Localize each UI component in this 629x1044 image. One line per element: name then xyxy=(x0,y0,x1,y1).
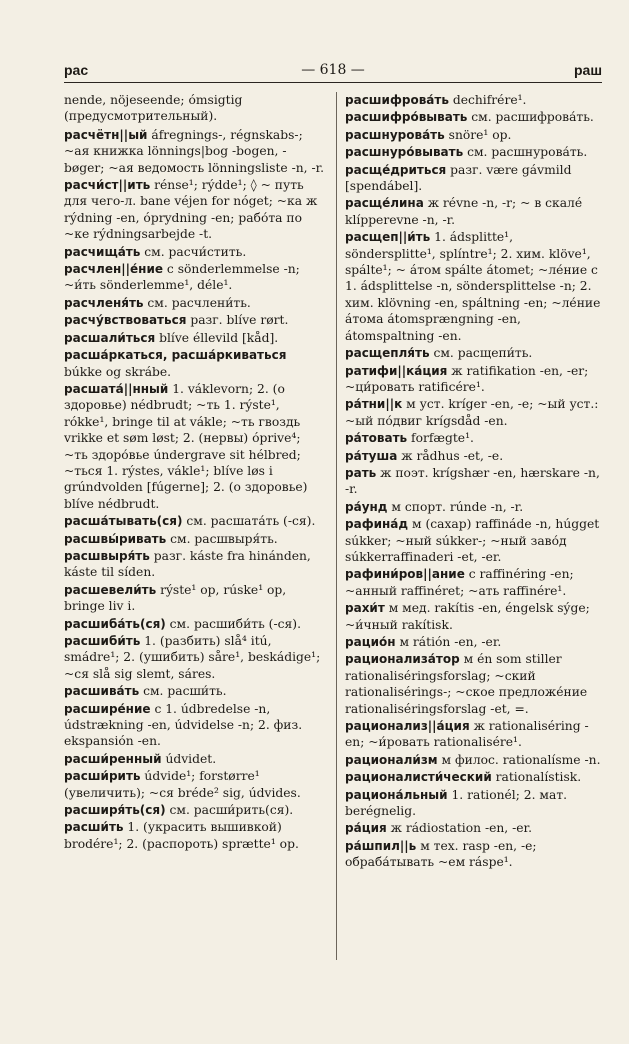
entry-definition: м мед. rakítis -en, éngelsk sýge; ~и́чный rakítisk. xyxy=(345,601,590,632)
dictionary-entry xyxy=(345,396,607,429)
dictionary-entry xyxy=(345,634,607,650)
dictionary-entry xyxy=(64,330,326,346)
entry-definition: разг. blíve rørt. xyxy=(186,313,289,328)
entry-definition: ж révne -n, -r; ~ в скалé klípperevne -n, -r. xyxy=(345,196,583,227)
entry-definition: blíve éllevild [kåd]. xyxy=(155,330,279,345)
dictionary-entry xyxy=(345,144,607,160)
dictionary-entry xyxy=(64,582,326,615)
dictionary-entry xyxy=(64,701,326,750)
dictionary-entry xyxy=(345,127,607,143)
entry-headword: рацио́н xyxy=(345,635,396,649)
entry-headword: расши́ренный xyxy=(64,751,162,766)
dictionary-entry xyxy=(64,513,326,529)
dictionary-entry xyxy=(64,531,326,547)
dictionary-entry xyxy=(345,229,607,344)
entry-definition: м rátión -en, -er. xyxy=(395,635,502,649)
dictionary-entry xyxy=(345,752,607,768)
entry-headword: ра́шпил||ь xyxy=(345,838,417,853)
entry-headword: расшевели́ть xyxy=(64,582,157,597)
entry-definition: údvide¹; forstørre¹ (увеличить); ~ся bréde² sig, údvides. xyxy=(64,769,301,800)
entry-definition: с sönderlemmelse -n; ~и́ть sönderlemme¹, déle¹. xyxy=(64,262,300,293)
entry-headword: рациона́льный xyxy=(345,787,448,802)
entry-headword: расшвы́ривать xyxy=(64,531,167,546)
entry-definition: м тех. rasp -en, -e; обраба́тывать ~ем ráspe¹. xyxy=(345,838,537,870)
dictionary-entry xyxy=(345,838,607,871)
dictionary-entry xyxy=(64,751,326,767)
dictionary-entry xyxy=(64,261,326,294)
entry-definition: м (сахар) raffináde -n, húgget súkker; ~ный súkker-; ~ный заво́д súkkerraffinaderi -et, -er. xyxy=(345,517,600,564)
dictionary-entry xyxy=(64,683,326,699)
entry-definition: údvidet. xyxy=(161,751,217,766)
column-divider xyxy=(336,92,337,960)
entry-headword: рационали́зм xyxy=(345,752,438,767)
dictionary-entry xyxy=(64,616,326,632)
dictionary-entry xyxy=(64,295,326,311)
entry-definition: разг. káste fra hinánden, káste til síden. xyxy=(64,548,311,580)
dictionary-entry xyxy=(64,177,326,243)
dictionary-entry xyxy=(345,566,607,599)
entry-headword: расчища́ть xyxy=(64,244,141,259)
entry-definition: м филос. rationalísme -n. xyxy=(437,752,601,767)
entry-definition: búkke og skrábe. xyxy=(64,364,172,379)
dictionary-entry xyxy=(64,381,326,512)
dictionary-entry xyxy=(345,820,607,836)
entry-headword: ра́ция xyxy=(345,821,387,836)
entry-headword: расша́ркаться, расша́ркиваться xyxy=(64,348,287,363)
entry-definition: rénse¹; rýdde¹; ◊ ~ путь для чего-л. bane véjen for nóget; ~ка ж rýdning -en, óprydning -en; рабо́та по ~ке rýdningsarbejde -t. xyxy=(64,178,318,242)
dictionary-entry xyxy=(64,92,326,125)
entry-definition: см. расщепи́ть. xyxy=(429,346,533,361)
entry-definition: 1. (разбить) slå⁴ itú, smádre¹; 2. (ушибить) såre¹, beskádige¹; ~ся slå sig slemt, sáres. xyxy=(64,634,321,681)
dictionary-entry xyxy=(345,363,607,396)
dictionary-entry xyxy=(345,345,607,361)
entry-headword: расчу́вствоваться xyxy=(64,313,187,328)
entry-definition: см. расшнурова́ть. xyxy=(463,145,588,160)
entry-definition: разг. være gávmild [spendábel]. xyxy=(345,162,572,194)
entry-headword: расшнуро́вывать xyxy=(345,145,464,160)
dictionary-entry xyxy=(345,162,607,195)
entry-headword: расщепля́ть xyxy=(345,346,430,361)
entry-headword: ра́унд xyxy=(345,499,388,514)
entry-definition: м уст. kríger -en, -e; ~ый уст.: ~ый по́двиг krígsdåd -en. xyxy=(345,397,599,428)
entry-headword: расшали́ться xyxy=(64,330,156,345)
entry-headword: расшире́ние xyxy=(64,701,151,716)
entry-definition: с 1. údbredelse -n, údstrækning -en, údvidelse -n; 2. физ. ekspansión -en. xyxy=(64,701,303,749)
dictionary-entry xyxy=(64,312,326,328)
entry-headword: расширя́ть(ся) xyxy=(64,803,166,818)
dictionary-entry xyxy=(345,109,607,125)
entry-definition: rationalístisk. xyxy=(491,770,582,785)
entry-definition: см. расшифрова́ть. xyxy=(467,110,594,125)
entry-definition: ж ratifikation -en, -er; ~ци́ровать ratificére¹. xyxy=(345,363,589,394)
entry-definition: см. расшиби́ть (-ся). xyxy=(165,616,301,631)
entry-headword: расшвыря́ть xyxy=(64,548,150,563)
entry-definition: 1. (украсить вышивкой) brodére¹; 2. (распороть) sprætte¹ op. xyxy=(64,820,299,851)
entry-headword: расшифро́вывать xyxy=(345,110,468,125)
dictionary-entry xyxy=(345,92,607,108)
entry-headword: расчётн||ый xyxy=(64,127,148,142)
entry-headword: расще́дриться xyxy=(345,162,447,177)
entry-headword: расши́ть xyxy=(64,820,124,835)
entry-headword: расчленя́ть xyxy=(64,295,144,310)
dictionary-entry xyxy=(64,819,326,852)
entry-definition: см. расши́ть. xyxy=(139,684,227,699)
entry-definition: м én som stiller rationaliséringsforslag; ~ский rationalisérings-; ~ское предложе́ние rationaliséringsforslag -et, =. xyxy=(345,652,588,716)
entry-definition: м спорт. rúnde -n, -r. xyxy=(387,499,524,514)
entry-definition: см. расшвыря́ть. xyxy=(166,531,278,546)
entry-headword: расшива́ть xyxy=(64,684,140,699)
dictionary-entry xyxy=(345,430,607,446)
dictionary-entry xyxy=(64,347,326,380)
right-column xyxy=(345,92,607,872)
entry-headword: ратифи||ка́ция xyxy=(345,363,448,378)
entry-definition: dechifrére¹. xyxy=(448,93,527,107)
entry-headword: расщеп||и́ть xyxy=(345,230,431,245)
entry-definition: forfægte¹. xyxy=(407,431,474,446)
dictionary-entry xyxy=(345,651,607,717)
left-column xyxy=(64,92,326,853)
entry-definition: ж поэт. krígshær -en, hærskare -n, -r. xyxy=(345,465,600,497)
entry-headword: ра́туша xyxy=(345,448,398,463)
entry-definition: ж rationaliséring -en; ~и́ровать rationalisére¹. xyxy=(345,719,589,750)
entry-headword: расшиба́ть(ся) xyxy=(64,616,166,631)
entry-headword: расще́лина xyxy=(345,196,424,211)
entry-definition: см. расшата́ть (-ся). xyxy=(182,514,316,529)
entry-definition: áfregnings-, régnskabs-; ~ая книжка lönnings|bog -bogen, -bøger; ~ая ведомость lönningsliste -n, -r. xyxy=(64,127,325,175)
entry-definition: см. расчи́стить. xyxy=(140,244,247,259)
dictionary-entry xyxy=(64,768,326,801)
entry-headword: расшнурова́ть xyxy=(345,127,445,142)
dictionary-entry xyxy=(345,718,607,751)
entry-headword: расчлен||е́ние xyxy=(64,262,163,277)
dictionary-entry xyxy=(345,787,607,820)
entry-headword: расши́рить xyxy=(64,769,141,784)
entry-headword: ра́тни||к xyxy=(345,397,403,412)
entry-definition: nende, nöjeseende; ómsigtig (предусмотрительный). xyxy=(64,93,243,124)
entry-definition: 1. rationél; 2. мат. berégnelig. xyxy=(345,787,568,819)
dictionary-entry xyxy=(345,516,607,565)
dictionary-entry xyxy=(345,448,607,464)
dictionary-entry xyxy=(345,769,607,785)
page-number: — 618 — xyxy=(301,62,365,78)
dictionary-entry xyxy=(64,127,326,176)
entry-definition: 1. váklevorn; 2. (о здоровье) nédbrudt; ~ть 1. rýste¹, rókke¹, bringe til at vákle; ~ть гвоздь vrikke et søm løst; 2. (нервы) óprive⁴; ~ть здоро́вье úndergrave sit hélbred; ~ться 1. rýstes, vákle¹; blíve løs i grúndvolden [fúgerne]; 2. (о здоровье) blíve nédbrudt. xyxy=(64,381,308,511)
entry-headword: расша́тывать(ся) xyxy=(64,514,183,529)
entry-definition: snöre¹ op. xyxy=(444,127,512,142)
dictionary-entry xyxy=(64,802,326,818)
dictionary-entry xyxy=(64,548,326,581)
dictionary-entry xyxy=(345,499,607,515)
entry-headword: рационализа́тор xyxy=(345,652,460,667)
entry-headword: расшифрова́ть xyxy=(345,93,449,107)
entry-headword: рафини́ров||ание xyxy=(345,567,465,582)
dictionary-entry xyxy=(345,465,607,498)
entry-definition: ж rådhus -et, -e. xyxy=(397,448,504,463)
dictionary-entry xyxy=(64,633,326,682)
entry-definition: см. расчлени́ть. xyxy=(143,295,251,310)
dictionary-entry xyxy=(345,195,607,228)
entry-definition: ж rádiostation -en, -er. xyxy=(386,821,532,836)
running-head-left: рас xyxy=(64,62,89,78)
entry-headword: рать xyxy=(345,465,377,480)
entry-headword: расшиби́ть xyxy=(64,634,141,648)
entry-headword: рационализ||а́ция xyxy=(345,719,470,734)
entry-definition: см. расши́рить(ся). xyxy=(165,803,294,818)
entry-headword: ра́товать xyxy=(345,431,408,446)
entry-headword: расчи́ст||ить xyxy=(64,178,151,193)
entry-headword: рафина́д xyxy=(345,517,409,532)
page-header xyxy=(64,60,602,83)
entry-headword: рахи́т xyxy=(345,601,385,616)
dictionary-entry xyxy=(345,600,607,633)
dictionary-entry xyxy=(64,244,326,260)
entry-definition: 1. ádsplitte¹, söndersplitte¹, splíntre¹; 2. хим. klöve¹, spálte¹; ~ áтом spálte átomet; ~ле́ние с 1. ádsplittelse -n, söndersplittelse -n; 2. хим. klövning -en, spáltning -en; ~ле́ние áтома átomsprængning -en, átomspaltning -en. xyxy=(345,230,601,343)
entry-definition: с raffinéring -en; ~анный raffinéret; ~ать raffinére¹. xyxy=(345,567,574,598)
running-head-right: раш xyxy=(573,62,602,78)
entry-definition: rýste¹ op, rúske¹ op, bringe liv i. xyxy=(64,582,287,614)
entry-headword: расшата́||нный xyxy=(64,381,169,396)
entry-headword: рационалисти́ческий xyxy=(345,770,492,785)
